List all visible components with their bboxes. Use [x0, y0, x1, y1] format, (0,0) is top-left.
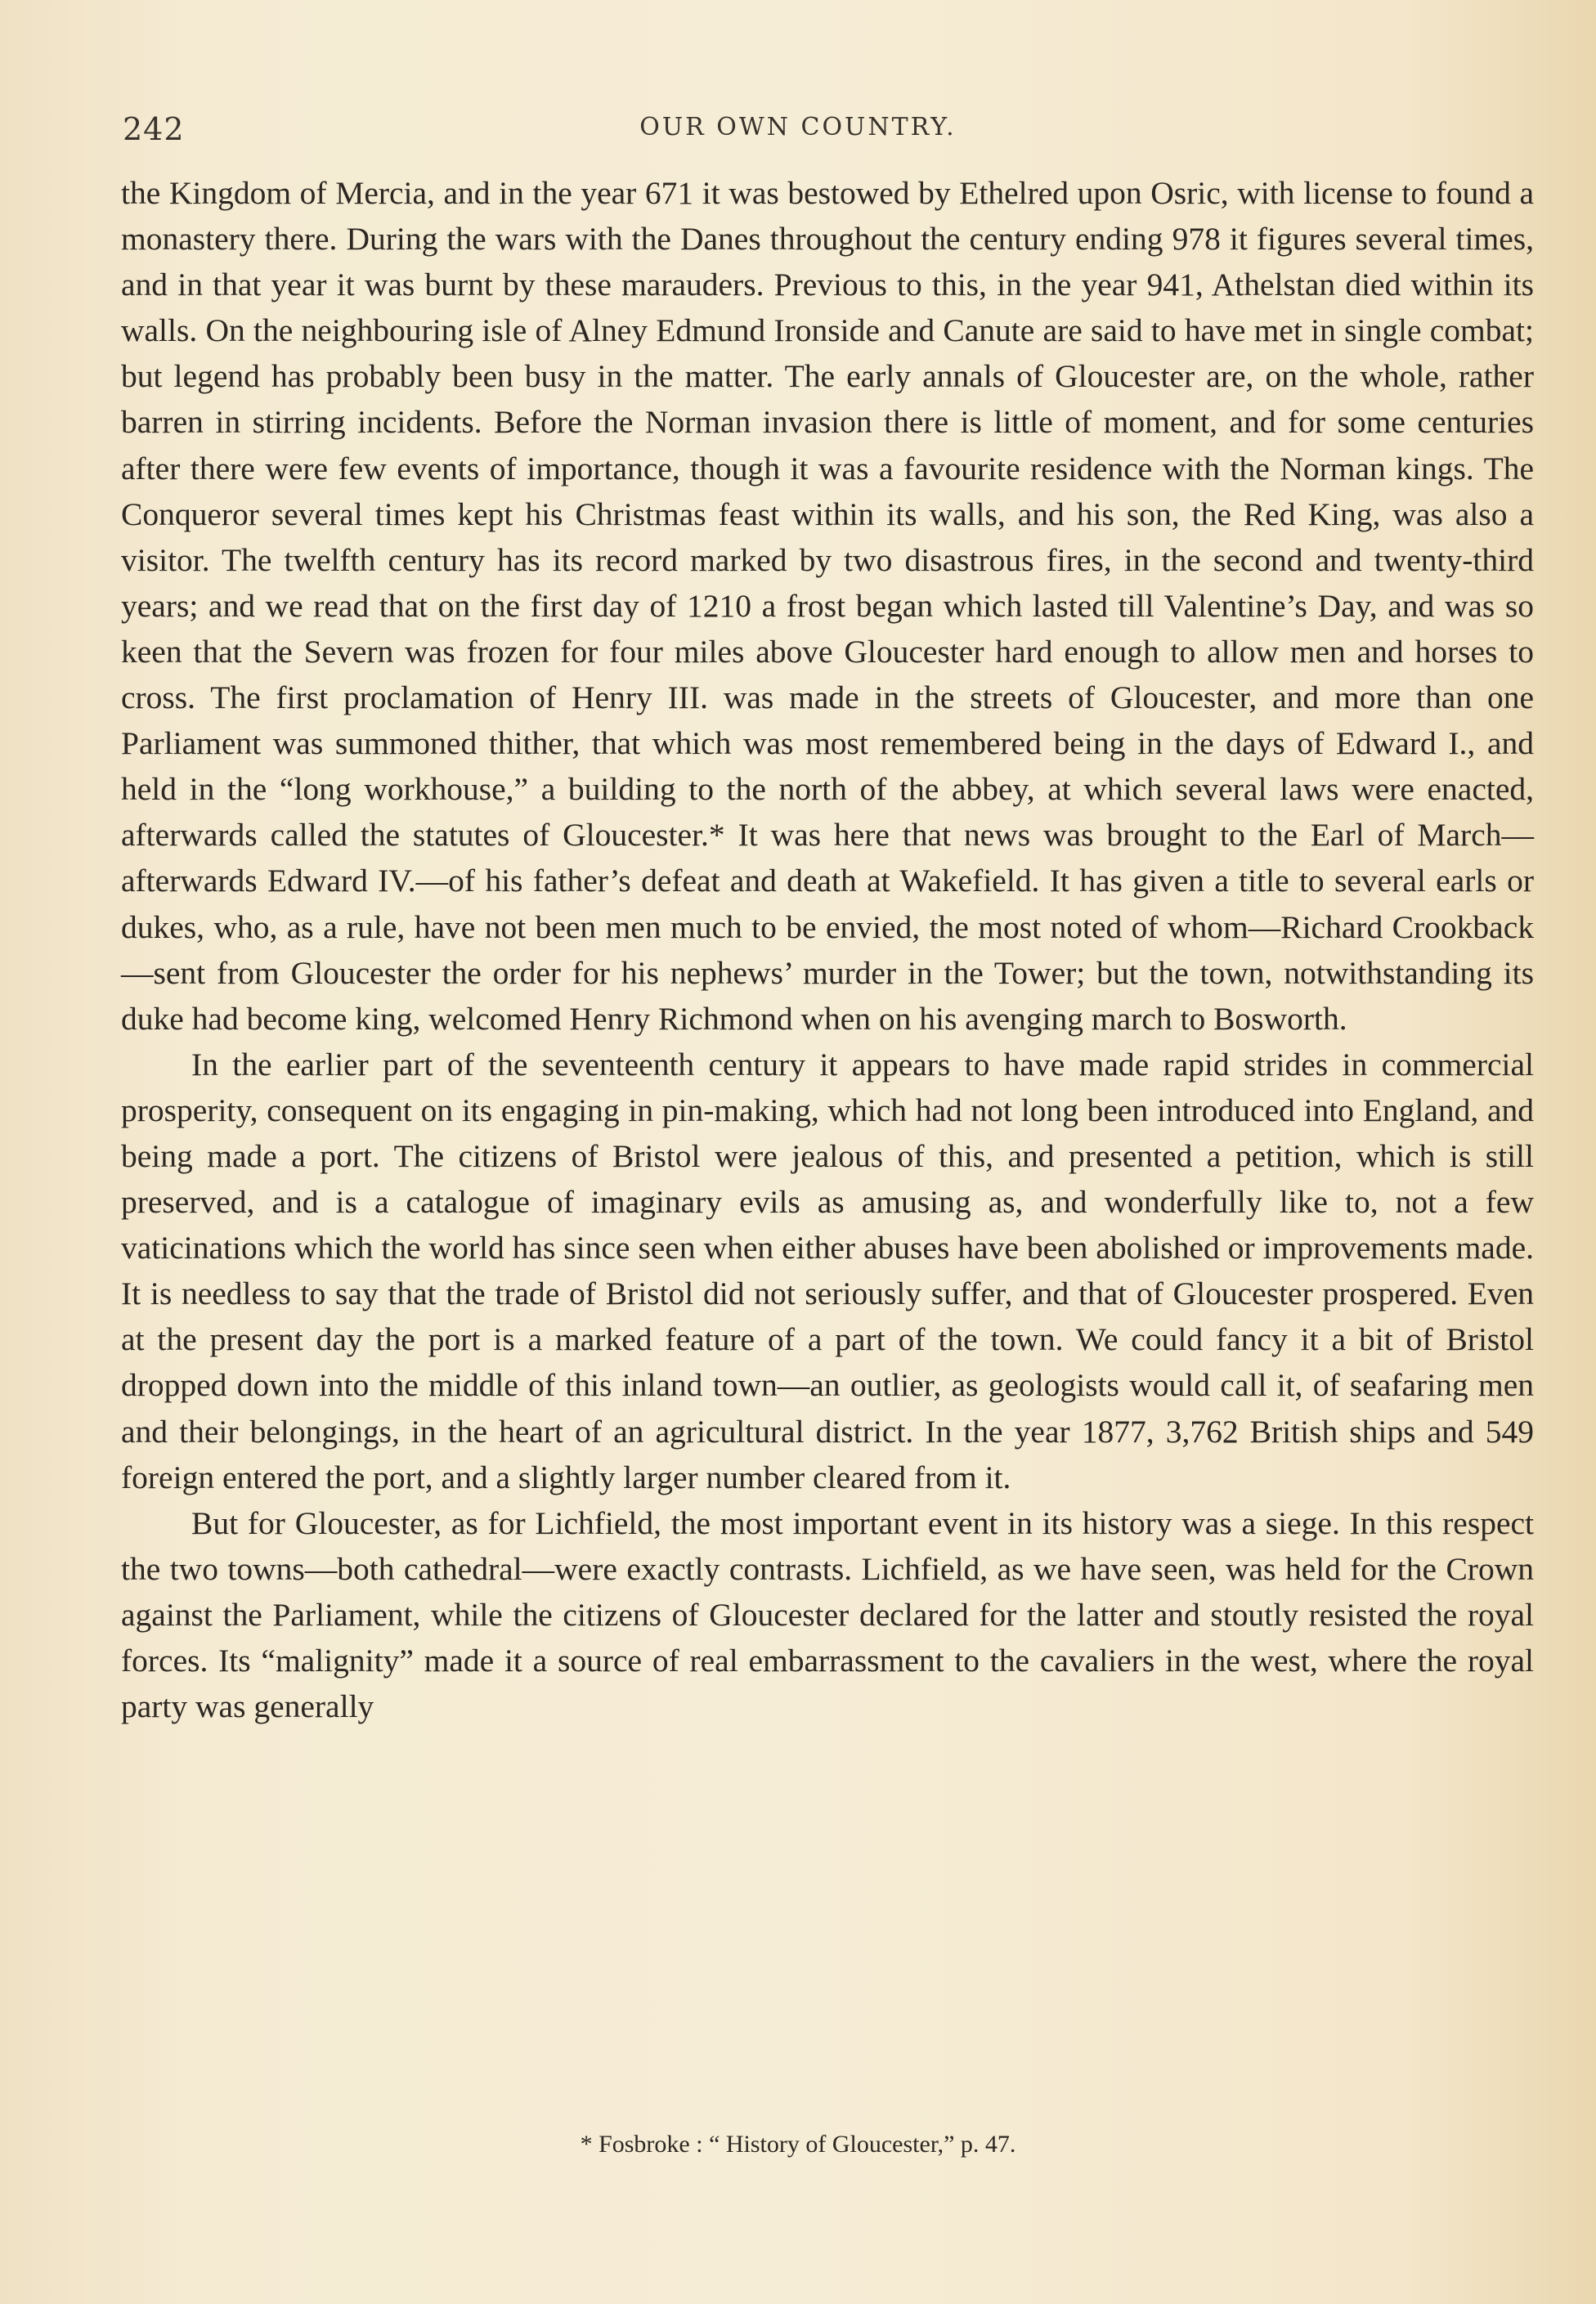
running-title: OUR OWN COUNTRY.: [639, 113, 957, 141]
page-number: 242: [123, 111, 185, 147]
paragraph-3: But for Gloucester, as for Lichfield, the most important event in its history was a siege. In this respect the two towns—both cathedral—were exactly contrasts. Lichfield, as we have seen, was held for the Crown against the Parliament, while the citizens of Gloucester declared for the latter and stoutly resisted the royal forces. Its “malignity” made it a source of real embarrassment to the cavaliers in the west, where the royal party was generally: [121, 1504, 1534, 1725]
paragraph-1: the Kingdom of Mercia, and in the year 671 it was bestowed by Ethelred upon Osric, with license to found a monastery there. During the wars with the Danes throughout the century ending 978 it figures several times, and in that year it was burnt by these marauders. Previous to this, in the year 941, Athelstan died within its walls. On the neighbouring isle of Alney Edmund Ironside and Canute are said to have met in single combat; but legend has probably been busy in the matter. The early annals of Gloucester are, on the whole, rather barren in stirring incidents. Before the Norman invasion there is little of moment, and for some centuries after there were few events of importance, though it was a favourite residence with the Norman kings. The Conqueror several times kept his Christmas feast within its walls, and his son, the Red King, was also a visitor. The twelfth century has its record marked by two disastrous fires, in the second and twenty-third years; and we read that on the first day of 1210 a frost began which lasted till Valentine’s Day, and was so keen that the Severn was frozen for four miles above Gloucester hard enough to allow men and horses to cross. The first proclamation of Henry III. was made in the streets of Gloucester, and more than one Parliament was summoned thither, that which was most remembered being in the days of Edward I., and held in the “long workhouse,” a building to the north of the abbey, at which several laws were enacted, afterwards called the statutes of Gloucester.* It was here that news was brought to the Earl of March—afterwards Edward IV.—of his father’s defeat and death at Wakefield. It has given a title to several earls or dukes, who, as a rule, have not been men much to be envied, the most noted of whom—Richard Crookback—sent from Gloucester the order for his nephews’ murder in the Tower; but the town, notwithstanding its duke had become king, welcomed Henry Richmond when on his avenging march to Bosworth.: [121, 175, 1534, 1037]
body-text: [121, 170, 1534, 1729]
paragraph-2: In the earlier part of the seventeenth century it appears to have made rapid strides in commercial prosperity, consequent on its engaging in pin-making, which had not long been introduced into England, and being made a port. The citizens of Bristol were jealous of this, and presented a petition, which is still preserved, and is a catalogue of imaginary evils as amusing as, and wonderfully like to, not a few vaticinations which the world has since seen when either abuses have been abolished or improvements made. It is needless to say that the trade of Bristol did not seriously suffer, and that of Gloucester prospered. Even at the present day the port is a marked feature of a part of the town. We could fancy it a bit of Bristol dropped down into the middle of this inland town—an outlier, as geologists would call it, of seafaring men and their belongings, in the heart of an agricultural district. In the year 1877, 3,762 British ships and 549 foreign entered the port, and a slightly larger number cleared from it.: [121, 1046, 1534, 1495]
footnote: * Fosbroke : “ History of Gloucester,” p. 47.: [580, 2131, 1016, 2158]
